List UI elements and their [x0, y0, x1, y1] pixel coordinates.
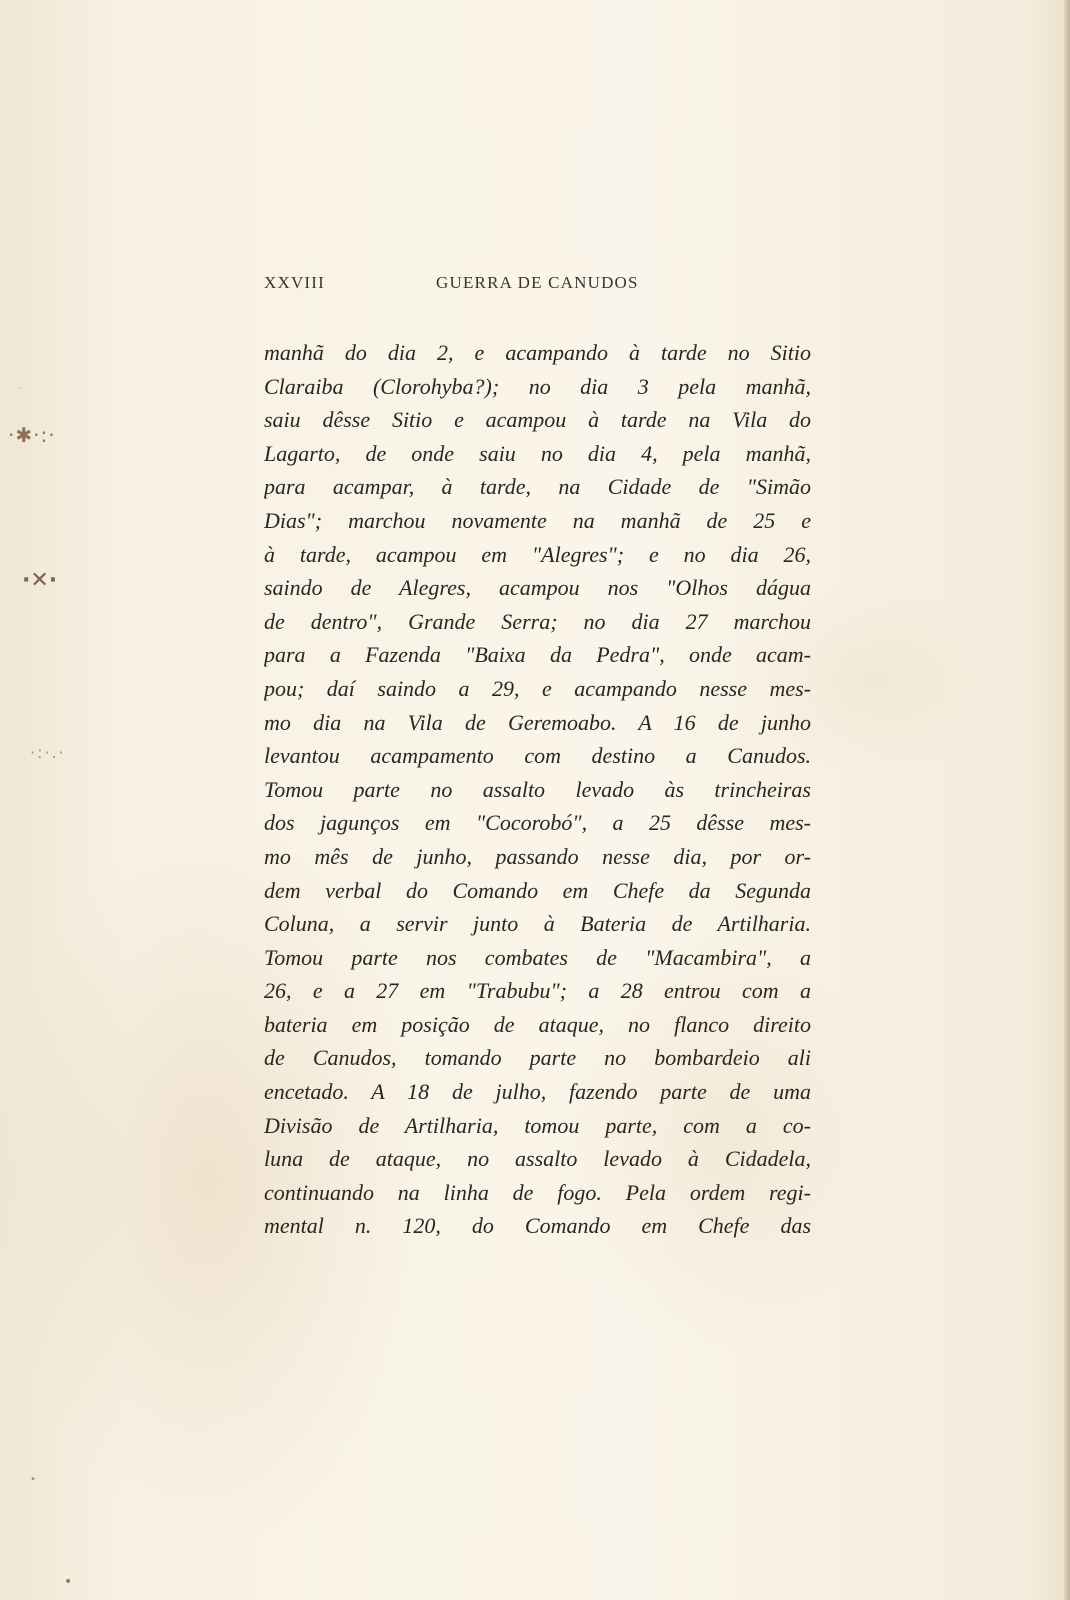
paper-speck: • — [64, 1574, 73, 1590]
running-title: GUERRA DE CANUDOS — [436, 273, 639, 292]
text-line: pou; daí saindo a 29, e acampando nesse mes- — [264, 675, 811, 701]
text-line: saindo de Alegres, acampou nos "Olhos dágua — [264, 575, 811, 601]
text-line: à tarde, acampou em "Alegres"; e no dia 26, — [264, 541, 811, 567]
paper-speck: ·:·.· — [30, 743, 66, 762]
text-line: Dias"; marchou novamente na manhã de 25 e — [264, 507, 811, 533]
text-line: dos jagunços em "Cocorobó", a 25 dêsse mes- — [264, 810, 811, 836]
text-line: continuando na linha de fogo. Pela ordem regi- — [264, 1179, 811, 1205]
text-line: de Canudos, tomando parte no bombardeio ali — [264, 1045, 811, 1071]
text-line: mo mês de junho, passando nesse dia, por or- — [264, 843, 811, 869]
text-line: 26, e a 27 em "Trabubu"; a 28 entrou com a — [264, 978, 811, 1004]
text-line: Claraiba (Clorohyba?); no dia 3 pela manhã, — [264, 373, 811, 399]
text-line: mental n. 120, do Comando em Chefe das — [264, 1213, 811, 1239]
paper-speck: • — [30, 1474, 36, 1485]
text-line: Coluna, a servir junto à Bateria de Artilharia. — [264, 911, 811, 937]
text-line: encetado. A 18 de julho, fazendo parte de uma — [264, 1079, 811, 1105]
text-line: levantou acampamento com destino a Canudos. — [264, 743, 811, 769]
text-line: manhã do dia 2, e acampando à tarde no Sitio — [264, 340, 811, 365]
text-line: para a Fazenda "Baixa da Pedra", onde acam- — [264, 642, 811, 668]
page-header — [264, 273, 696, 297]
paper-speck: ·✱·:· — [8, 423, 56, 447]
text-line: de dentro", Grande Serra; no dia 27 marchou — [264, 608, 811, 634]
text-line: saiu dêsse Sitio e acampou à tarde na Vila do — [264, 407, 811, 433]
paper-speck: · — [18, 384, 22, 395]
body-text — [264, 336, 811, 1243]
text-line: para acampar, à tarde, na Cidade de "Simão — [264, 474, 811, 500]
text-line: luna de ataque, no assalto levado à Cidadela, — [264, 1146, 811, 1172]
text-line: mo dia na Vila de Geremoabo. A 16 de junho — [264, 709, 811, 735]
paper-speck: ·✕· — [22, 568, 58, 593]
text-line: Lagarto, de onde saiu no dia 4, pela manhã, — [264, 440, 811, 466]
text-line: dem verbal do Comando em Chefe da Segunda — [264, 877, 811, 903]
page-edge-shadow — [1064, 0, 1070, 1600]
text-line: bateria em posição de ataque, no flanco direito — [264, 1011, 811, 1037]
page-number: XXVIII — [264, 273, 326, 292]
text-line: Divisão de Artilharia, tomou parte, com a co- — [264, 1112, 811, 1138]
text-line: Tomou parte nos combates de "Macambira", a — [264, 944, 811, 970]
text-line: Tomou parte no assalto levado às trincheiras — [264, 776, 811, 802]
